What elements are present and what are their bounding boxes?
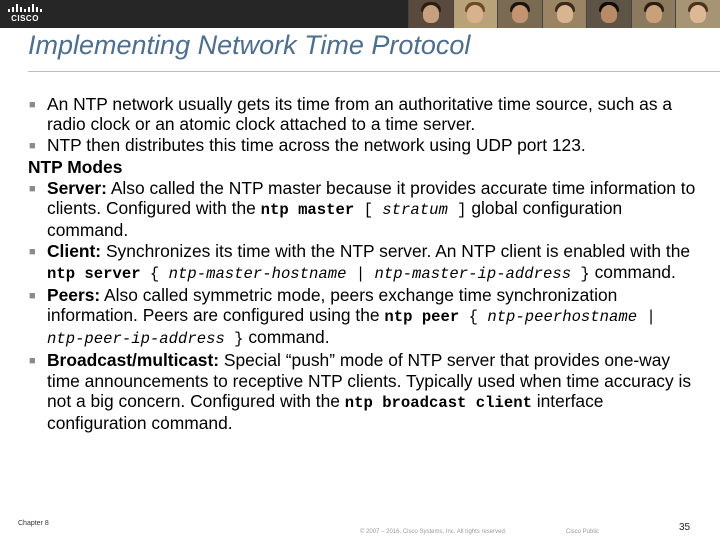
header-banner xyxy=(0,0,720,28)
square-bullet-icon: ■ xyxy=(29,246,36,259)
bullet-item xyxy=(28,94,696,134)
header-photo-strip xyxy=(408,0,720,28)
section-heading: NTP Modes xyxy=(28,156,123,177)
bullet-text: An NTP network usually gets its time from an authoritative time source, such as a radio clock or an atomic clock attached to a time server. xyxy=(47,94,673,135)
cisco-logo-bars-icon xyxy=(8,4,42,12)
command-argument: ntp-peer-ip-address xyxy=(47,330,225,349)
command-bracket: [ xyxy=(354,201,383,220)
mode-text-tail: global configuration command. xyxy=(47,198,623,241)
command-argument: ntp-master-hostname xyxy=(168,264,347,283)
mode-text: Synchronizes its time with the NTP server. An NTP client is enabled with the xyxy=(101,241,691,262)
command-bracket: { xyxy=(459,308,488,327)
command-argument: stratum xyxy=(382,201,448,220)
mode-label: Server: xyxy=(47,177,107,198)
command-keyword: ntp master xyxy=(260,201,355,220)
command-bracket: { xyxy=(140,264,169,283)
command-argument: ntp-master-ip-address xyxy=(374,264,572,283)
mode-text-tail: command. xyxy=(243,327,330,348)
people-photo-5 xyxy=(586,0,631,28)
slide-body xyxy=(28,94,696,434)
chapter-label: Chapter 8 xyxy=(18,520,49,527)
cisco-logo-text: CISCO xyxy=(11,14,39,23)
command-bracket: } xyxy=(224,330,244,349)
square-bullet-icon: ■ xyxy=(29,182,36,195)
command-argument: ntp-peerhostname xyxy=(487,308,638,327)
classification-label: Cisco Public xyxy=(566,529,600,535)
people-photo-3 xyxy=(497,0,542,28)
people-photo-2 xyxy=(453,0,498,28)
mode-label: Client: xyxy=(47,241,102,262)
copyright-notice: © 2007 – 2016, Cisco Systems, Inc. All rights reserved. xyxy=(360,529,507,535)
square-bullet-icon: ■ xyxy=(29,140,36,153)
command-bracket: } xyxy=(571,264,590,283)
command-separator: | xyxy=(346,264,375,283)
command-bracket: ] xyxy=(447,201,467,220)
mode-text: Also called symmetric mode, peers exchange time synchronization information. Peers are configured using the xyxy=(47,284,618,326)
people-photo-7 xyxy=(675,0,720,28)
mode-item-server xyxy=(28,178,696,241)
mode-text: Special “push” mode of NTP server that provides one-way time announcements to receptive NTP clients. Typically used when time accuracy is not a big concern. Configured with the xyxy=(47,350,692,411)
square-bullet-icon: ■ xyxy=(29,99,36,111)
mode-text-tail: command. xyxy=(589,261,676,282)
command-keyword: ntp server xyxy=(47,264,141,283)
command-keyword: ntp broadcast client xyxy=(344,393,532,412)
cisco-logo xyxy=(8,4,42,24)
mode-label: Peers: xyxy=(47,284,101,305)
square-bullet-icon: ■ xyxy=(29,355,36,368)
page-number: 35 xyxy=(679,522,691,533)
title-divider xyxy=(28,71,720,72)
mode-item-broadcast xyxy=(28,350,696,433)
mode-label: Broadcast/multicast: xyxy=(47,350,220,371)
people-photo-1 xyxy=(408,0,453,28)
banner-background xyxy=(0,0,408,28)
square-bullet-icon: ■ xyxy=(29,289,36,302)
mode-text-tail: interface configuration command. xyxy=(47,390,604,434)
command-separator: | xyxy=(637,308,656,327)
mode-text: Also called the NTP master because it provides accurate time information to clients. Configured with the xyxy=(47,177,696,219)
people-photo-6 xyxy=(631,0,676,28)
mode-item-client xyxy=(28,241,696,283)
mode-item-peers xyxy=(28,285,696,350)
command-keyword: ntp peer xyxy=(384,308,460,327)
bullet-item xyxy=(28,135,696,155)
bullet-text: NTP then distributes this time across the network using UDP port 123. xyxy=(47,135,586,156)
slide-title: Implementing Network Time Protocol xyxy=(28,30,471,60)
people-photo-4 xyxy=(542,0,587,28)
